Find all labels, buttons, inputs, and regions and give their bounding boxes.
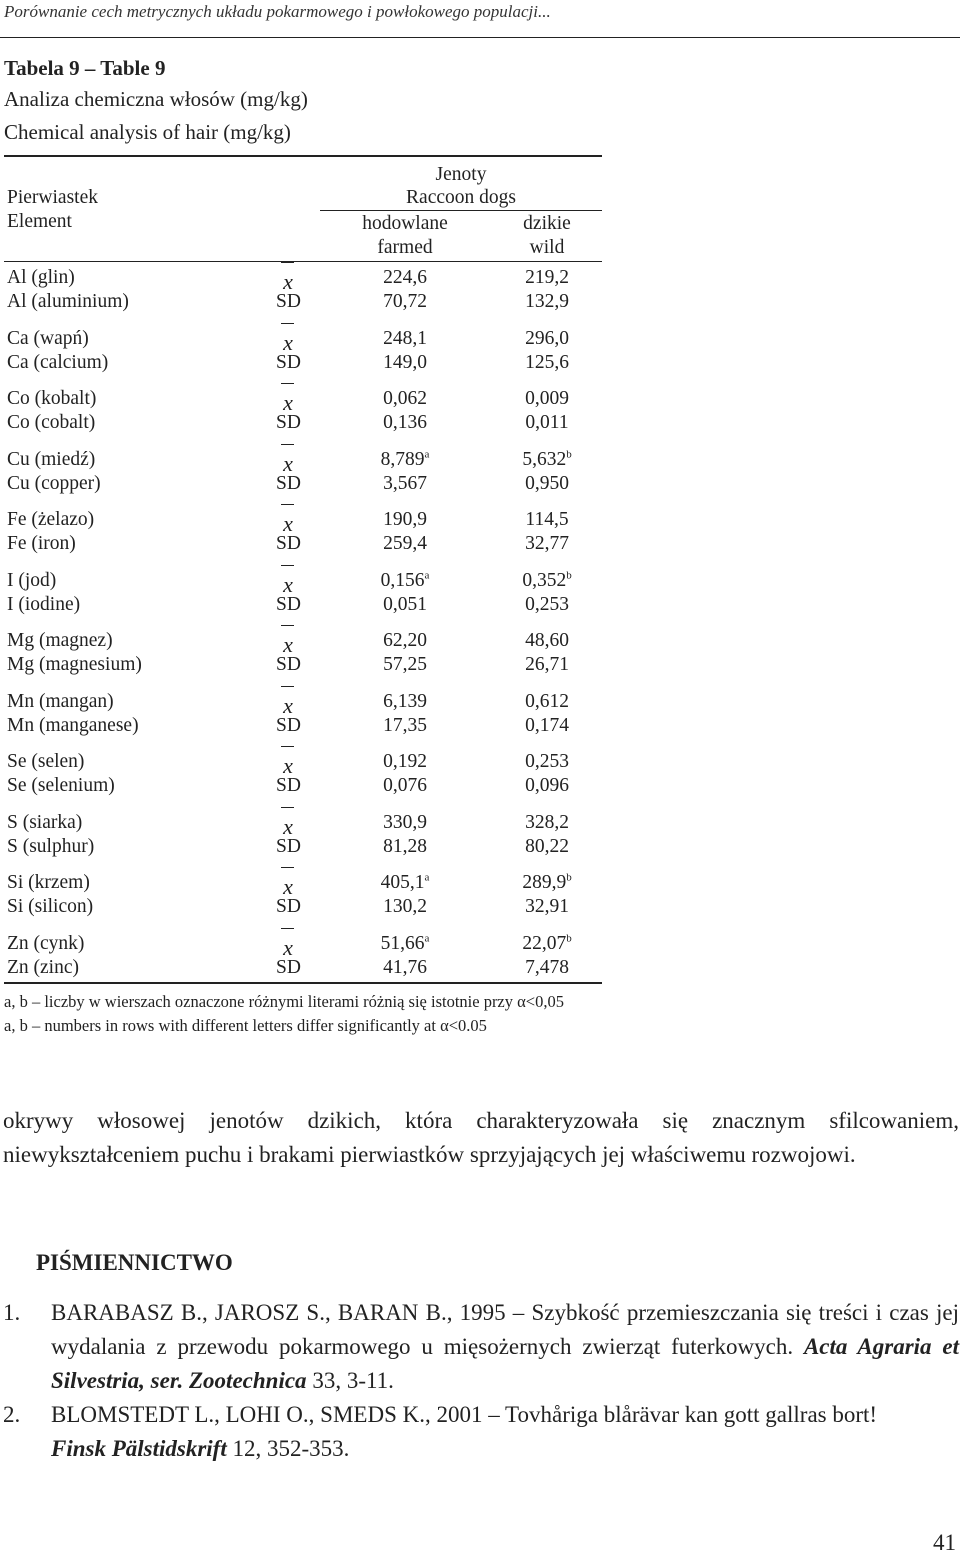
- sd-symbol-value: SD: [276, 654, 301, 675]
- mean-wild-value: 0,009: [525, 388, 569, 409]
- mean-farmed: [340, 813, 470, 833]
- reference-text: [51, 1398, 959, 1466]
- sd-symbol: [276, 595, 300, 615]
- sd-symbol-value: SD: [276, 896, 301, 917]
- mean-farmed-value: 248,1: [383, 328, 427, 349]
- sd-wild: [482, 474, 612, 494]
- sd-farmed: [340, 897, 470, 917]
- mean-farmed: [340, 510, 470, 530]
- mean-symbol: [276, 634, 300, 656]
- mean-wild-value: 219,2: [525, 267, 569, 288]
- sd-wild-value: 7,478: [525, 957, 569, 978]
- sd-wild-value: 0,011: [525, 412, 569, 433]
- mean-wild: [482, 329, 612, 349]
- references-heading: PIŚMIENNICTWO: [36, 1250, 233, 1275]
- table-note-pl: a, b – liczby w wierszach oznaczone różnymi literami różnią się istotnie przy α<0,05: [4, 992, 564, 1011]
- mean-wild-value: 0,612: [525, 691, 569, 712]
- element-name-en-value: Zn (zinc): [7, 957, 80, 978]
- reference-number: 2.: [3, 1402, 21, 1427]
- reference-item: [3, 1398, 959, 1468]
- table-bottom-rule: [4, 982, 602, 984]
- sd-farmed: [340, 655, 470, 675]
- sd-farmed-value: 81,28: [383, 836, 427, 857]
- significance-letter: b: [566, 448, 572, 461]
- significance-letter: a: [424, 871, 430, 884]
- sd-farmed: [340, 595, 470, 615]
- sd-farmed-value: 0,136: [383, 412, 427, 433]
- reference-journal: Acta Agraria et Silvestria, ser. Zootechnica: [51, 1334, 959, 1393]
- sd-symbol: [276, 292, 300, 312]
- element-name-en-value: Cu (copper): [7, 473, 101, 494]
- mean-wild-value: 0,253: [525, 751, 569, 772]
- element-name-pl: [7, 631, 113, 651]
- element-name-pl: [7, 692, 114, 712]
- mean-symbol-value: x: [283, 632, 293, 657]
- sd-farmed-value: 259,4: [383, 533, 427, 554]
- group-header-pl: Jenoty: [435, 164, 487, 185]
- sd-wild: [482, 413, 612, 433]
- mean-farmed-value: 330,9: [383, 812, 427, 833]
- sd-symbol: [276, 716, 300, 736]
- element-name-en: [7, 353, 108, 373]
- group-header-rule: [320, 210, 602, 211]
- element-name-en: [7, 897, 93, 917]
- reference-number: 1.: [3, 1300, 21, 1325]
- sd-farmed: [340, 413, 470, 433]
- sd-wild: [482, 292, 612, 312]
- mean-symbol: [276, 574, 300, 596]
- significance-letter: b: [566, 871, 572, 884]
- sd-symbol-value: SD: [276, 594, 301, 615]
- col-farmed-pl: hodowlane: [362, 213, 448, 234]
- mean-farmed-value: 0,156: [380, 570, 425, 591]
- element-name-en-value: Mn (manganese): [7, 715, 139, 736]
- mean-farmed-value: 8,789: [380, 449, 425, 470]
- sd-symbol-value: SD: [276, 291, 301, 312]
- sd-wild-value: 32,77: [525, 533, 569, 554]
- mean-symbol-value: x: [283, 753, 293, 778]
- mean-farmed: [340, 329, 470, 349]
- sd-farmed-value: 41,76: [383, 957, 427, 978]
- sd-symbol: [276, 353, 300, 373]
- sd-wild-value: 0,096: [525, 775, 569, 796]
- sd-symbol-value: SD: [276, 836, 301, 857]
- sd-symbol: [276, 534, 300, 554]
- table-top-rule: [4, 155, 602, 157]
- table-note-en: a, b – numbers in rows with different letters differ significantly at α<0.05: [4, 1016, 487, 1035]
- reference-text: [51, 1296, 959, 1398]
- element-name-pl-value: Mn (mangan): [7, 691, 114, 712]
- sd-farmed: [340, 292, 470, 312]
- sd-farmed-value: 0,051: [383, 594, 427, 615]
- mean-symbol-value: x: [283, 572, 293, 597]
- mean-wild: [482, 631, 612, 651]
- mean-farmed-value: 0,062: [383, 388, 427, 409]
- sd-farmed-value: 0,076: [383, 775, 427, 796]
- element-name-pl-value: Mg (magnez): [7, 630, 113, 651]
- sd-wild: [482, 595, 612, 615]
- mean-symbol: [276, 816, 300, 838]
- mean-wild: [482, 752, 612, 772]
- group-header-en: Raccoon dogs: [406, 187, 516, 208]
- sd-wild-value: 125,6: [525, 352, 569, 373]
- mean-farmed-value: 405,1: [380, 872, 425, 893]
- element-name-pl-value: Co (kobalt): [7, 388, 97, 409]
- element-name-en-value: Se (selenium): [7, 775, 115, 796]
- body-paragraph: okrywy włosowej jenotów dzikich, która charakteryzowała się znacznym sfilcowaniem, niewykształceniem puchu i brakami pierwiastków sprzyjających jej właściwemu rozwojowi.: [3, 1108, 959, 1167]
- element-name-pl-value: Ca (wapń): [7, 328, 89, 349]
- mean-farmed: [340, 389, 470, 409]
- mean-symbol-value: x: [283, 814, 293, 839]
- element-name-en: [7, 837, 94, 857]
- sd-symbol: [276, 474, 300, 494]
- mean-farmed-value: 190,9: [383, 509, 427, 530]
- sd-symbol: [276, 837, 300, 857]
- element-name-pl: [7, 389, 96, 409]
- sd-symbol-value: SD: [276, 775, 301, 796]
- mean-symbol-value: x: [283, 451, 293, 476]
- element-name-en: [7, 776, 115, 796]
- element-name-pl-value: I (jod): [7, 570, 57, 591]
- sd-wild-value: 26,71: [525, 654, 569, 675]
- sd-wild: [482, 897, 612, 917]
- mean-farmed-value: 51,66: [380, 933, 425, 954]
- col-wild-pl: dzikie: [523, 213, 571, 234]
- element-name-en-value: Si (silicon): [7, 896, 94, 917]
- sd-wild: [482, 776, 612, 796]
- element-name-pl-value: Zn (cynk): [7, 933, 85, 954]
- sd-symbol-value: SD: [276, 533, 301, 554]
- sd-wild: [482, 837, 612, 857]
- col-element-en: Element: [7, 211, 72, 232]
- mean-wild-value: 48,60: [525, 630, 569, 651]
- sd-farmed: [340, 716, 470, 736]
- sd-symbol-value: SD: [276, 715, 301, 736]
- element-name-pl: [7, 450, 95, 470]
- reference-journal: Finsk Pälstidskrift: [51, 1436, 227, 1461]
- sd-symbol: [276, 958, 300, 978]
- mean-wild-value: 328,2: [525, 812, 569, 833]
- reference-authors-title: BARABASZ B., JAROSZ S., BARAN B., 1995 – Szybkość przemieszczania się treści i czas jej wydalania z przewodu pokarmowego u mięsożernych zwierząt futerkowych.: [51, 1300, 959, 1359]
- mean-wild-value: 296,0: [525, 328, 569, 349]
- sd-symbol: [276, 413, 300, 433]
- element-name-pl-value: Si (krzem): [7, 872, 90, 893]
- mean-symbol: [276, 392, 300, 414]
- sd-farmed: [340, 958, 470, 978]
- sd-wild-value: 32,91: [525, 896, 569, 917]
- mean-farmed: [340, 631, 470, 651]
- sd-wild-value: 0,174: [525, 715, 569, 736]
- mean-farmed: [340, 268, 470, 288]
- element-name-en-value: Al (aluminium): [7, 291, 129, 312]
- sd-wild: [482, 958, 612, 978]
- element-name-en-value: Ca (calcium): [7, 352, 109, 373]
- mean-symbol-value: x: [283, 269, 293, 294]
- mean-symbol: [276, 937, 300, 959]
- col-wild-en: wild: [529, 237, 565, 258]
- sd-wild-value: 132,9: [525, 291, 569, 312]
- element-name-pl: [7, 268, 75, 288]
- element-name-pl-value: Al (glin): [7, 267, 75, 288]
- element-name-pl: [7, 873, 90, 893]
- reference-tail: 12, 352-353.: [232, 1436, 350, 1461]
- significance-letter: a: [424, 932, 430, 945]
- mean-farmed-value: 224,6: [383, 267, 427, 288]
- mean-wild-value: 5,632: [522, 449, 567, 470]
- sd-farmed-value: 70,72: [383, 291, 427, 312]
- sd-symbol-value: SD: [276, 412, 301, 433]
- element-name-en: [7, 413, 95, 433]
- mean-wild: [482, 510, 612, 530]
- sd-farmed: [340, 837, 470, 857]
- mean-wild: [482, 692, 612, 712]
- mean-wild-value: 22,07: [522, 933, 567, 954]
- significance-letter: b: [566, 932, 572, 945]
- element-name-pl: [7, 752, 84, 772]
- header-bottom-rule: [4, 261, 602, 262]
- header-rule: [0, 37, 960, 38]
- mean-symbol-value: x: [283, 511, 293, 536]
- sd-symbol: [276, 897, 300, 917]
- mean-symbol-value: x: [283, 874, 293, 899]
- sd-symbol-value: SD: [276, 473, 301, 494]
- mean-farmed: [340, 692, 470, 712]
- table-title-pl: Analiza chemiczna włosów (mg/kg): [4, 87, 308, 111]
- sd-farmed-value: 3,567: [383, 473, 427, 494]
- mean-wild: [482, 268, 612, 288]
- element-name-pl-value: Fe (żelazo): [7, 509, 95, 530]
- mean-farmed-value: 62,20: [383, 630, 427, 651]
- mean-wild: [482, 450, 612, 470]
- sd-wild-value: 0,253: [525, 594, 569, 615]
- sd-farmed-value: 130,2: [383, 896, 427, 917]
- sd-symbol: [276, 655, 300, 675]
- sd-wild-value: 80,22: [525, 836, 569, 857]
- element-name-pl-value: Se (selen): [7, 751, 85, 772]
- mean-symbol-value: x: [283, 935, 293, 960]
- sd-wild: [482, 353, 612, 373]
- table-label: Tabela 9 – Table 9: [4, 56, 166, 80]
- sd-symbol: [276, 776, 300, 796]
- reference-item: [3, 1296, 959, 1393]
- sd-symbol-value: SD: [276, 352, 301, 373]
- mean-symbol-value: x: [283, 330, 293, 355]
- element-name-en: [7, 595, 80, 615]
- reference-authors-title: BLOMSTEDT L., LOHI O., SMEDS K., 2001 – Tovhåriga blårävar kan gott gallras bort!: [51, 1402, 878, 1427]
- mean-symbol: [276, 876, 300, 898]
- element-name-en: [7, 958, 79, 978]
- sd-farmed-value: 17,35: [383, 715, 427, 736]
- sd-wild: [482, 716, 612, 736]
- mean-symbol: [276, 271, 300, 293]
- significance-letter: b: [566, 569, 572, 582]
- significance-letter: a: [424, 569, 430, 582]
- mean-farmed-value: 0,192: [383, 751, 427, 772]
- sd-farmed: [340, 353, 470, 373]
- mean-farmed: [340, 752, 470, 772]
- element-name-en-value: S (sulphur): [7, 836, 95, 857]
- element-name-en: [7, 534, 76, 554]
- element-name-en-value: Mg (magnesium): [7, 654, 142, 675]
- element-name-en: [7, 716, 139, 736]
- element-name-en-value: Co (cobalt): [7, 412, 96, 433]
- running-header: Porównanie cech metrycznych układu pokarmowego i powłokowego populacji...: [4, 2, 551, 21]
- sd-farmed: [340, 776, 470, 796]
- element-name-en-value: Fe (iron): [7, 533, 76, 554]
- element-name-pl: [7, 329, 89, 349]
- sd-wild-value: 0,950: [525, 473, 569, 494]
- mean-wild: [482, 934, 612, 954]
- mean-farmed: [340, 571, 470, 591]
- element-name-en: [7, 474, 101, 494]
- mean-wild: [482, 571, 612, 591]
- mean-wild: [482, 873, 612, 893]
- element-name-pl: [7, 813, 82, 833]
- page-number: 41: [933, 1530, 956, 1555]
- element-name-en: [7, 655, 142, 675]
- mean-farmed: [340, 450, 470, 470]
- element-name-pl: [7, 934, 84, 954]
- mean-symbol-value: x: [283, 693, 293, 718]
- element-name-en-value: I (iodine): [7, 594, 81, 615]
- mean-wild-value: 0,352: [522, 570, 567, 591]
- sd-farmed: [340, 474, 470, 494]
- element-name-en: [7, 292, 129, 312]
- col-element-pl: Pierwiastek: [7, 187, 98, 208]
- element-name-pl: [7, 571, 56, 591]
- mean-symbol: [276, 453, 300, 475]
- sd-farmed: [340, 534, 470, 554]
- sd-farmed-value: 57,25: [383, 654, 427, 675]
- table-title-en: Chemical analysis of hair (mg/kg): [4, 120, 291, 144]
- sd-symbol-value: SD: [276, 957, 301, 978]
- sd-wild: [482, 534, 612, 554]
- reference-tail: 33, 3-11.: [312, 1368, 394, 1393]
- mean-symbol-value: x: [283, 390, 293, 415]
- mean-farmed-value: 6,139: [383, 691, 427, 712]
- mean-symbol: [276, 332, 300, 354]
- col-farmed-en: farmed: [377, 237, 433, 258]
- sd-wild: [482, 655, 612, 675]
- mean-wild: [482, 813, 612, 833]
- mean-wild-value: 289,9: [522, 872, 567, 893]
- mean-farmed: [340, 934, 470, 954]
- mean-wild-value: 114,5: [525, 509, 569, 530]
- mean-farmed: [340, 873, 470, 893]
- element-name-pl-value: S (siarka): [7, 812, 83, 833]
- sd-farmed-value: 149,0: [383, 352, 427, 373]
- mean-symbol: [276, 695, 300, 717]
- mean-symbol: [276, 513, 300, 535]
- significance-letter: a: [424, 448, 430, 461]
- element-name-pl-value: Cu (miedź): [7, 449, 96, 470]
- mean-symbol: [276, 755, 300, 777]
- mean-wild: [482, 389, 612, 409]
- element-name-pl: [7, 510, 94, 530]
